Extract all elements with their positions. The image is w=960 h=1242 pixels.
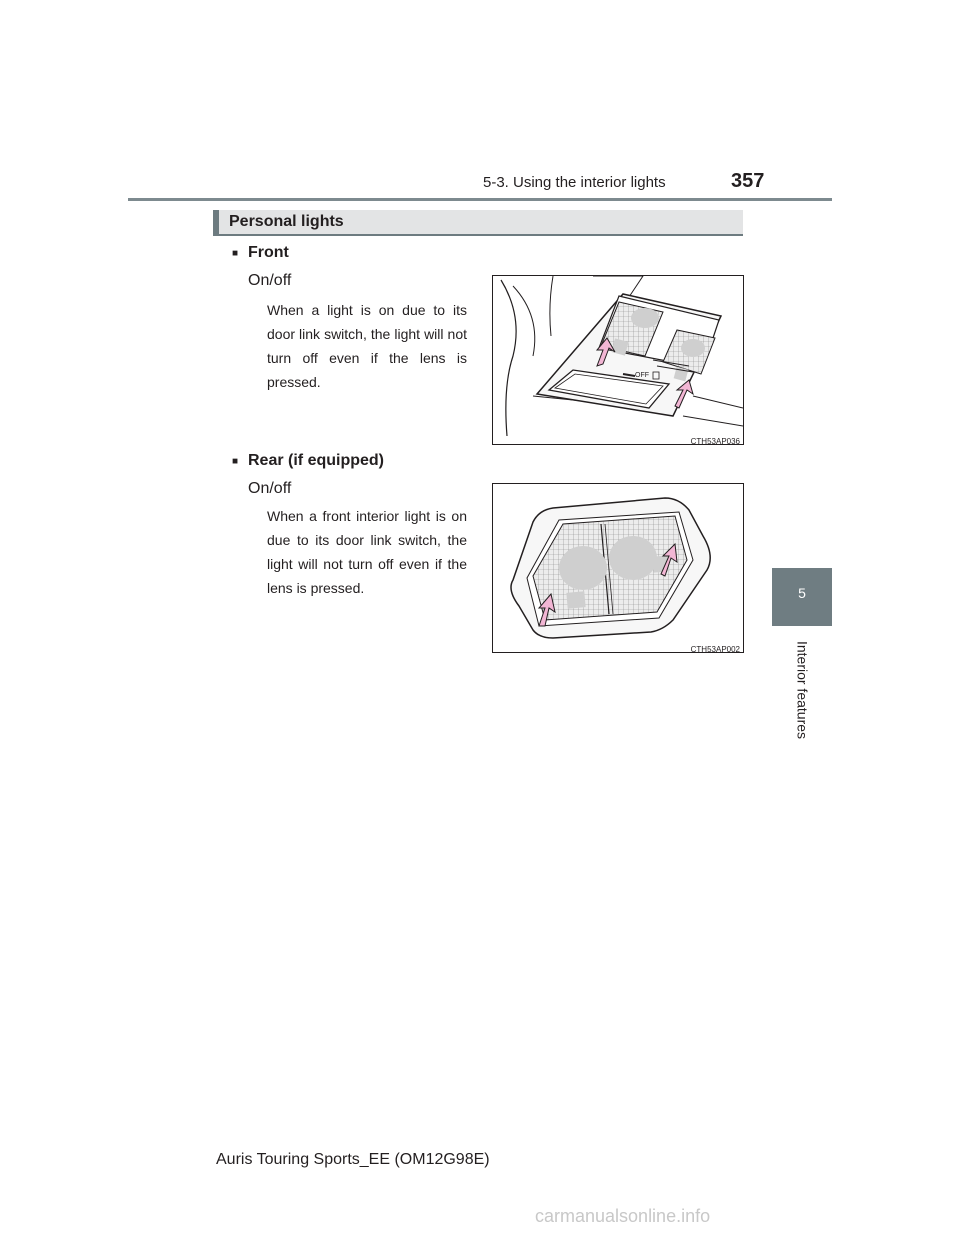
page-number: 357 [731,170,765,192]
header-rule [128,198,832,201]
caption-rear: On/off [248,480,292,497]
section-title: Personal lights [229,213,344,230]
note-rear: When a front interior light is on due to its door link switch, the light will not turn off even if the lens is pressed. [267,508,467,596]
chapter-number: 5 [798,585,806,601]
front-overhead-console-illustration [493,276,743,444]
figure-code-rear: CTH53AP002 [690,645,740,654]
header-section-title: 5-3. Using the interior lights [483,174,666,191]
footer-model: Auris Touring Sports_EE (OM12G98E) [216,1151,490,1168]
rear-overhead-light-illustration [493,484,743,652]
subheading-rear: Rear (if equipped) [248,452,385,469]
note-front: When a light is on due to its door link switch, the light will not turn off even if the lens is pressed. [267,302,467,390]
bullet-rear: ■ [232,456,239,467]
section-title-mark [213,210,219,234]
bullet-front: ■ [232,248,239,259]
figure-front-lights [492,275,744,445]
section-title-rule [213,234,743,236]
figure-code-front: CTH53AP036 [690,437,740,446]
switch-label-off: OFF [635,372,649,379]
chapter-title: Interior features [794,640,811,740]
caption-front: On/off [248,272,292,289]
watermark: carmanualsonline.info [535,1206,711,1226]
figure-rear-lights [492,483,744,653]
subheading-front: Front [248,244,289,261]
